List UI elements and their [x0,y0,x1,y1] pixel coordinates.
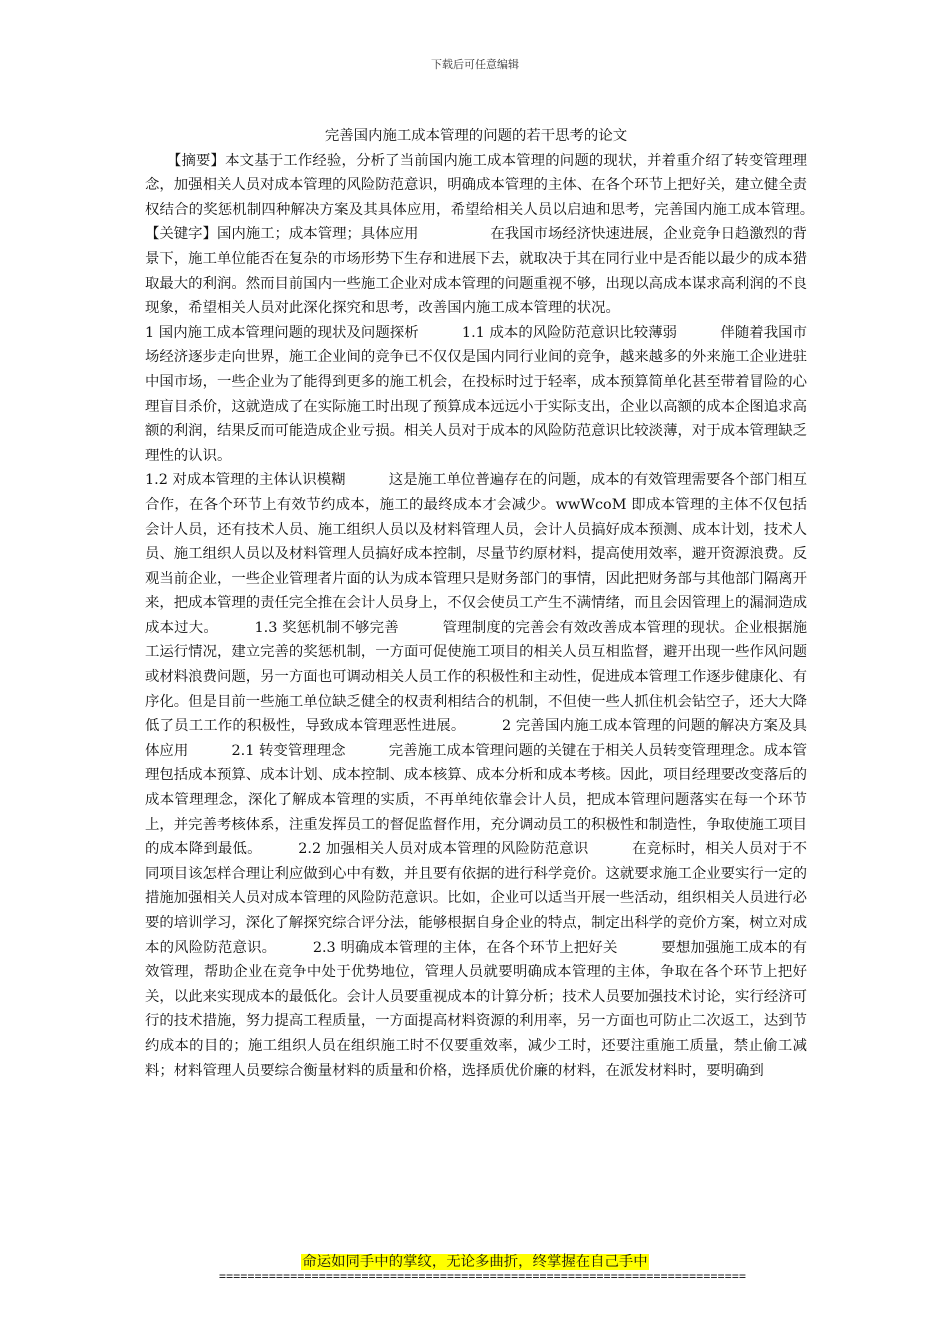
page-header: 下载后可任意编辑 [431,58,519,71]
paragraph-abstract: 【摘要】本文基于工作经验，分析了当前国内施工成本管理的问题的现状，并着重介绍了转变管理理念，加强相关人员对成本管理的风险防范意识，明确成本管理的主体、在各个环节上把好关，建立健全责权结合的奖惩机制四种解决方案及其具体应用，希望给相关人员以启迪和思考，完善国内施工成本管理。 【关键字】国内施工；成本管理；具体应用 在我国市场经济快速进展，企业竞争日趋激烈的背景下，施工单位能否在复杂的市场形势下生存和进展下去，就取决于其在同行业中是否能以最少的成本猎取最大的利润。然而目前国内一些施工企业对成本管理的问题重视不够，出现以高成本谋求高利润的不良现象，希望相关人员对此深化探究和思考，改善国内施工成本管理的状况。 [145,152,851,317]
footer-motto [0,1250,950,1271]
document-body [145,124,851,1083]
paragraph-section-1-2: 1.2 对成本管理的主体认识模糊 这是施工单位普遍存在的问题，成本的有效管理需要各个部门相互合作，在各个环节上有效节约成本，施工的最终成本才会减少。wwWcoM 即成本管理的主体不仅包括会计人员，还有技术人员、施工组织人员以及材料管理人员，会计人员搞好成本预测、成本计划，技术人员、施工组织人员以及材料管理人员搞好成本控制，尽量节约原材料，提高使用效率，避开资源浪费。反观当前企业，一些企业管理者片面的认为成本管理只是财务部门的事情，因此把财务部与其他部门隔离开来，把成本管理的责任完全推在会计人员身上，不仅会使员工产生不满情绪，而且会因管理上的漏洞造成成本过大。 1.3 奖惩机制不够完善 管理制度的完善会有效改善成本管理的现状。企业根据施工运行情况，建立完善的奖惩机制，一方面可促使施工项目的相关人员互相监督，避开出现一些作风问题或材料浪费问题，另一方面也可调动相关人员工作的积极性和主动性，促进成本管理工作逐步健康化、有序化。但是目前一些施工单位缺乏健全的权责利相结合的机制，不但使一些人抓住机会钻空子，还大大降低了员工工作的积极性，导致成本管理恶性进展。 2 完善国内施工成本管理的问题的解决方案及具体应用 2.1 转变管理理念 完善施工成本管理问题的关键在于相关人员转变管理理念。成本管理包括成本预算、成本计划、成本控制、成本核算、成本分析和成本考核。因此，项目经理要改变落后的成本管理理念，深化了解成本管理的实质，不再单纯依靠会计人员，把成本管理问题落实在每一个环节上，并完善考核体系，注重发挥员工的督促监督作用，充分调动员工的积极性和制造性，争取使施工项目的成本降到最低。 2.2 加强相关人员对成本管理的风险防范意识 在竞标时，相关人员对于不同项目该怎样合理让利应做到心中有数，并且要有依据的进行科学竞价。这就要求施工企业要实行一定的措施加强相关人员对成本管理的风险防范意识。比如，企业可以适当开展一些活动，组织相关人员进行必要的培训学习，深化了解探究综合评分法，能够根据自身企业的特点，制定出科学的竞价方案，树立对成本的风险防范意识。 2.3 明确成本管理的主体，在各个环节上把好关 要想加强施工成本的有效管理，帮助企业在竞争中处于优势地位，管理人员就要明确成本管理的主体，争取在各个环节上把好关，以此来实现成本的最低化。会计人员要重视成本的计算分析；技术人员要加强技术讨论，实行经济可行的技术措施，努力提高工程质量，一方面提高材料资源的利用率，另一方面也可防止二次返工，达到节约成本的目的；施工组织人员在组织施工时不仅要重效率，减少工时，还要注重施工质量，禁止偷工减料；材料管理人员要综合衡量材料的质量和价格，选择质优价廉的材料，在派发材料时，要明确到 [145,472,807,1079]
footer-rule: ========================================================================== [219,1269,747,1283]
document-title: 完善国内施工成本管理的问题的若干思考的论文 [324,128,628,144]
paragraph-section-1: 1 国内施工成本管理问题的现状及问题探析 1.1 成本的风险防范意识比较薄弱 伴随着我国市场经济逐步走向世界，施工企业间的竞争已不仅仅是国内同行业间的竞争，越来越多的外来施工企业进驻中国市场，一些企业为了能得到更多的施工机会，在投标时过于轻率，成本预算简单化甚至带着冒险的心理盲目杀价，这就造成了在实际施工时出现了预算成本远远小于实际支出，企业以高额的成本企图追求高额的利润，结果反而可能造成企业亏损。相关人员对于成本的风险防范意识比较淡薄，对于成本管理缺乏理性的认识。 [145,324,807,464]
footer-motto-text: 命运如同手中的掌纹，无论多曲折，终掌握在自己手中 [302,1254,648,1270]
